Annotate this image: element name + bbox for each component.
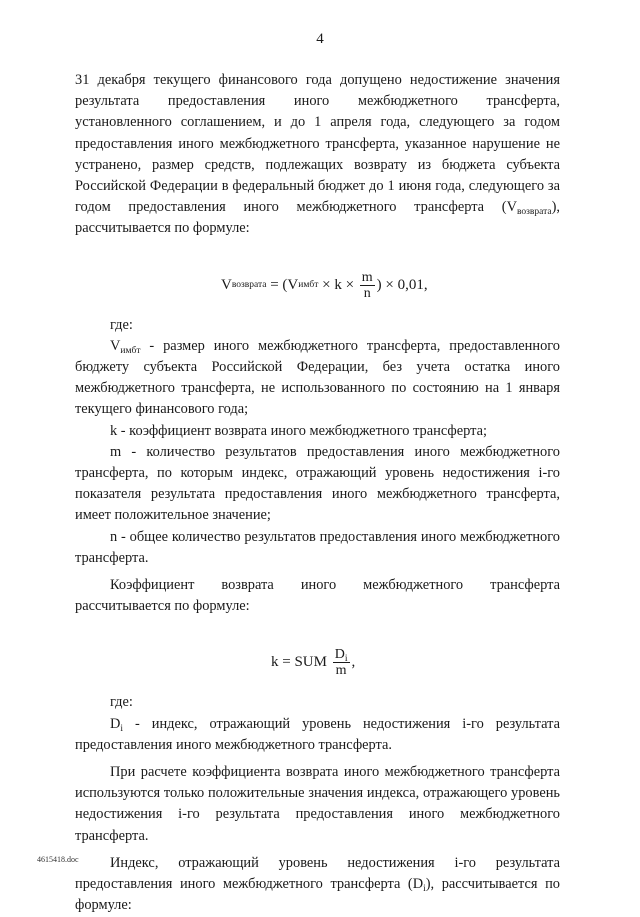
definition-m: m - количество результатов предоставления иного межбюджетного трансферта, по которым индекс, отражающий уровень недостижения i-го показателя результата предоставления иного межбюджетного трансферта, имеет положительное значение; [75,443,560,524]
formula2-numerator-subscript: i [344,654,348,665]
footer-filename: 4615418.doc [37,855,79,864]
def-d-text: - индекс, отражающий уровень недостижения i-го результата предоставления иного межбюджетного трансферта. [75,715,560,753]
formula1-fraction [360,270,375,301]
formula2-numerator-d: D [334,647,345,663]
formula1-lhs-v: V [221,276,232,293]
formula1-numerator: m [361,269,373,285]
formula2-lhs: k = SUM [271,654,331,671]
paragraph-calculation: При расчете коэффициента возврата иного межбюджетного трансферта используются только положительные значения индекса, отражающего уровень недостижения i-го результата предоставления иного межбюджетного трансферта. [75,764,560,844]
index-subscript: i [423,884,426,895]
definition-k: k - коэффициент возврата иного межбюджетного трансферта; [110,422,487,439]
formula2-numerator [333,647,350,665]
paragraph-index [75,853,560,917]
intro-tail: , рассчитывается по формуле: [75,199,560,237]
formula2-fraction [333,647,350,678]
formula1-tail: ) × 0,01, [376,276,428,293]
definition-d [75,714,560,756]
def-d-symbol: D [110,715,121,732]
page-number: 4 [316,31,324,47]
formula2-denominator: m [335,663,347,679]
formula1-times-k: × k × [318,276,358,293]
def-v-symbol: V [110,337,121,354]
where-label-2: где: [110,694,133,711]
formula2-tail: , [351,654,356,671]
index-text-b: ), рассчитывается по формуле: [75,876,560,914]
paragraph-intro: 31 декабря текущего финансового года допущено недостижение значения результата предоставления иного межбюджетного трансферта, установленного соглашением, и до 1 апреля года, следующего за годом предоставления иного межбюджетного трансферта, указанное нарушение не устранено, размер средств, подлежащих возврату из бюджета субъекта Российской Федерации в федеральный бюджет до 1 июня года, следующего за годом предоставления иного межбюджетного трансферта $(V_{возврата})$, рассчитывается по формуле: [75,72,560,237]
formula-return-amount: V возврата = (V имбт × k × $\frac{m}{n}$ ) × 0,01, [221,269,428,301]
def-d-subscript: i [120,723,124,734]
definition-v [75,336,560,421]
index-text-a: Индекс, отражающий уровень недостижения i-го результата предоставления иного межбюджетного трансферта (D [75,854,560,893]
def-v-subscript: имбт [120,345,141,356]
document-body [75,70,560,917]
paragraph-coefficient: Коэффициент возврата иного межбюджетного трансферта рассчитывается по формуле: [75,577,560,615]
def-v-text: - размер иного межбюджетного трансферта, предоставленного бюджету субъекта Российской Федерации, без учета остатка иного межбюджетного трансферта, не использованного по состоянию на 1 января текущего финансового года; [75,337,560,418]
formula1-denominator: n [363,285,371,301]
intro-v: V [506,199,517,216]
where-label-1: где: [110,316,133,333]
intro-text: 31 декабря текущего финансового года допущено недостижение значения результата предоставления иного межбюджетного трансферта, установленного соглашением, и до 1 апреля года, следующего за годом предоставления иного межбюджетного трансферта, указанное нарушение не устранено, размер средств, подлежащих возврату из бюджета субъекта Российской Федерации в федеральный бюджет до 1 июня года, следующего за годом предоставления иного межбюджетного трансферта [75,72,560,216]
intro-v-subscript: возврата [516,207,552,218]
definition-n: n - общее количество результатов предоставления иного межбюджетного трансферта. [75,528,560,566]
formula-coefficient [271,647,560,678]
formula1-eq-open: = (V [266,276,299,293]
